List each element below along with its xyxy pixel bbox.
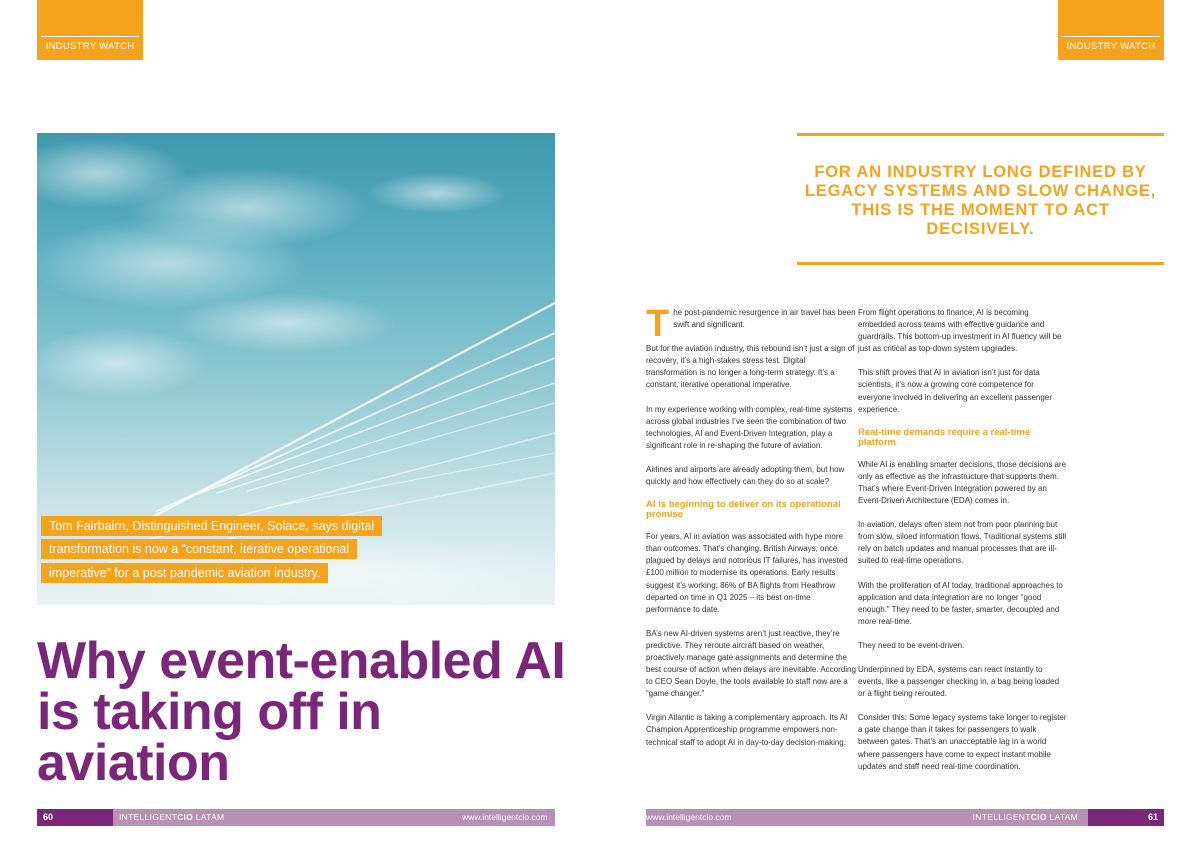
intro-paragraph — [646, 303, 856, 345]
body-paragraph: Consider this: Some legacy systems take longer to register a gate change than it takes for passengers to walk between gates. That’s an unacceptable lag in a world where passengers have come to expect instant mobile updates and staff need real-time coordination. — [858, 713, 1067, 771]
body-paragraph: This shift proves that AI in aviation isn’t just for data scientists, it’s now a growing core competence for everyone involved in delivering an excellent passenger experience. — [858, 368, 1052, 414]
website-url[interactable]: www.intelligentcio.com — [462, 812, 548, 822]
photo-caption-line: Tom Fairbairn, Distinguished Engineer, Solace, says digital — [41, 516, 382, 536]
publication-name — [973, 809, 1078, 826]
body-paragraph: BA’s new AI-driven systems aren’t just reactive, they’re predictive. They reroute aircraft based on weather, proactively manage gate assignments and determine the best course of action when delays are inevitable. According to CEO Sean Doyle, the tools available to staff now are a “game changer.” — [646, 628, 856, 699]
article-column-1 — [646, 303, 856, 761]
pub-bold: CIO — [177, 812, 194, 822]
website-url[interactable]: www.intelligentcio.com — [646, 812, 732, 822]
photo-caption-line: transformation is now a “constant, iterative operational — [41, 539, 357, 559]
body-paragraph: From flight operations to finance, AI is becoming embedded across teams with effective guidance and guardrails. This bottom-up investment in AI fluency will be just as critical as top-down system upgrades. — [858, 308, 1062, 354]
body-paragraph: Airlines and airports are already adopting them, but how quickly and how effectively can they do so at scale? — [646, 464, 845, 487]
section-tab-left — [37, 0, 143, 60]
pub-suffix: LATAM — [193, 812, 225, 822]
article-column-2 — [858, 307, 1068, 785]
intro-text: he post-pandemic resurgence in air travel has been swift and significant. — [673, 308, 856, 330]
article-headline: Why event-enabled AI is taking off in aviation — [37, 632, 566, 792]
body-paragraph: In my experience working with complex, real-time systems across global industries I’ve seen the combination of two technologies, AI and Event-Driven Integration, play a significant role in re-shaping the future of aviation. — [646, 404, 853, 450]
pull-quote: FOR AN INDUSTRY LONG DEFINED BY LEGACY SYSTEMS AND SLOW CHANGE, THIS IS THE MOMENT TO ACT DECISIVELY. — [804, 163, 1157, 238]
pub-prefix: INTELLIGENT — [972, 812, 1031, 822]
pub-suffix: LATAM — [1046, 812, 1078, 822]
footer-bar-right — [646, 809, 1164, 826]
section-label-right: INDUSTRY WATCH — [1066, 41, 1156, 52]
body-paragraph: For years, AI in aviation was associated with hype more than outcomes. That’s changing. British Airways, once plagued by delays and notorious IT failures, has invested £100 million to modernise its operations. Early results suggest it’s working: 86% of BA flights from Heathrow departed on time in Q1 2025 – its best on-time performance to date. — [646, 532, 848, 614]
body-paragraph: Virgin Atlantic is taking a complementary approach. Its AI Champion Apprenticeship programme empowers non-technical staff to adopt AI in day-to-day decision-making. — [646, 713, 848, 747]
page-number-right: 61 — [1088, 809, 1164, 826]
pub-bold: CIO — [1030, 812, 1047, 822]
subheading: AI is beginning to deliver on its operational promise — [646, 499, 841, 521]
body-paragraph: With the proliferation of AI today, traditional approaches to application and data integration are no longer “good enough.” They need to be faster, smarter, decoupled and more real-time. — [858, 580, 1063, 626]
page-number-left: 60 — [37, 809, 113, 826]
photo-caption-line: imperative” for a post pandemic aviation industry. — [41, 563, 328, 583]
body-paragraph: Underpinned by EDA, systems can react instantly to events, like a passenger checking in, a bag being loaded or a flight being rerouted. — [858, 664, 1060, 699]
pub-prefix: INTELLIGENT — [119, 812, 178, 822]
footer-bar-left — [37, 809, 555, 826]
subheading: Real-time demands require a real-time platform — [858, 426, 1031, 448]
body-paragraph: They need to be event-driven. — [858, 640, 965, 650]
tab-divider — [1062, 36, 1160, 37]
pull-quote-rule-top — [797, 133, 1164, 136]
section-label-left: INDUSTRY WATCH — [45, 41, 135, 52]
section-tab-right — [1058, 0, 1164, 60]
body-paragraph: In aviation, delays often stem not from poor planning but from slow, siloed information flows. Traditional systems still rely on batch updates and manual processes that are ill-suited to real-time operations. — [858, 520, 1067, 566]
drop-cap: T — [646, 303, 670, 345]
pull-quote-rule-bottom — [797, 262, 1164, 265]
tab-divider — [41, 36, 139, 37]
body-paragraph: But for the aviation industry, this rebound isn’t just a sign of recovery, it’s a high-stakes stress test. Digital transformation is no longer a long-term strategy. It’s a constant, iterative operational imperative. — [646, 344, 855, 390]
publication-name — [119, 809, 224, 826]
body-paragraph: While AI is enabling smarter decisions, those decisions are only as effective as the infrastructure that supports them. That’s where Event-Driven Integration powered by an Event-Driven Architecture (EDA) comes in. — [858, 459, 1067, 506]
